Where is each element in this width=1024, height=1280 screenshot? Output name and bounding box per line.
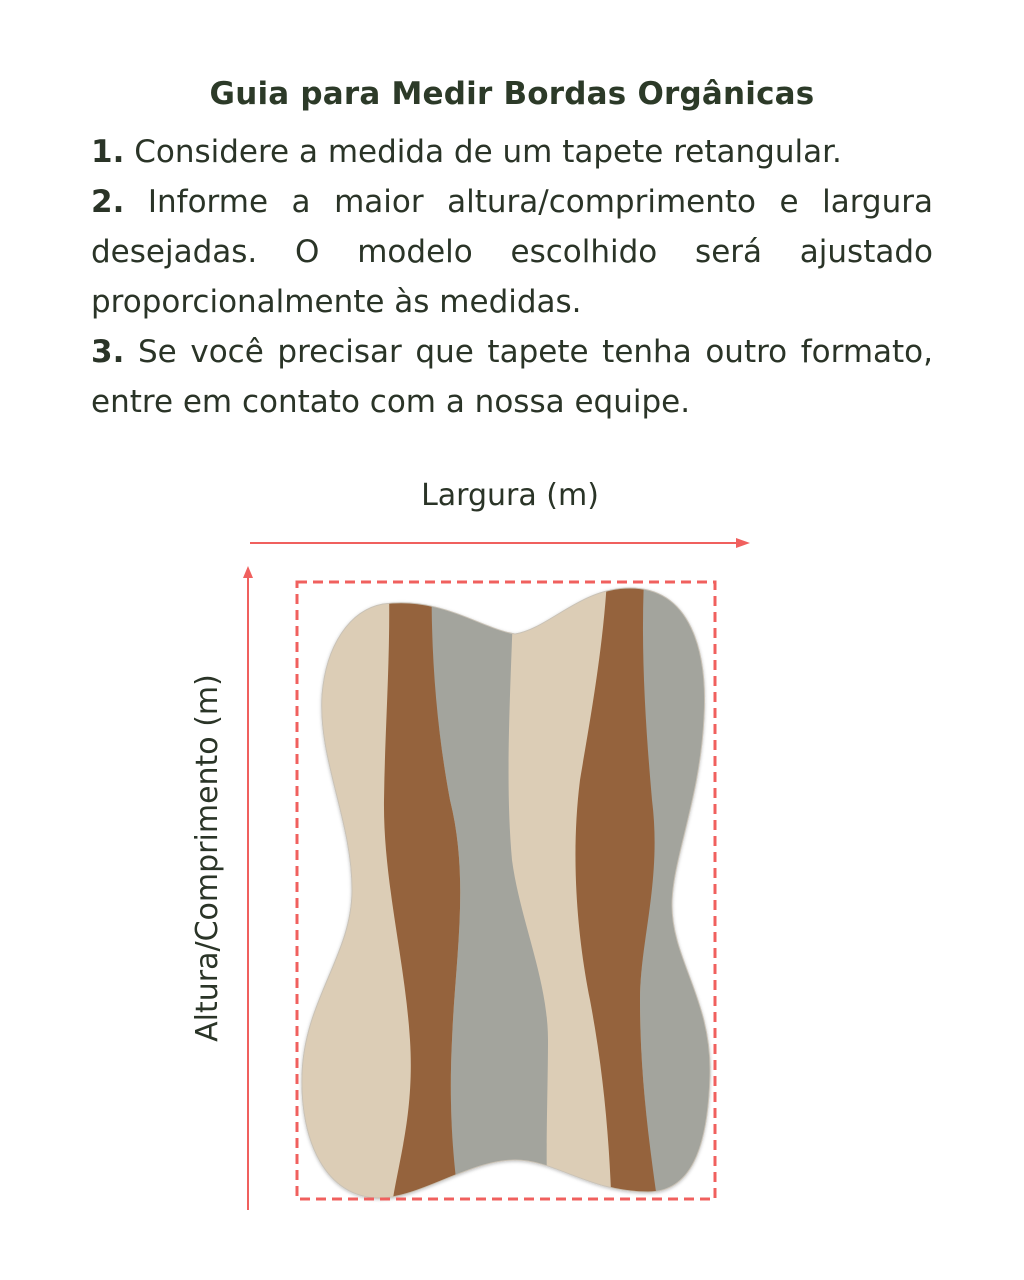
height-label: Altura/Comprimento (m) <box>190 674 225 1042</box>
width-label: Largura (m) <box>421 478 599 513</box>
width-arrow-head <box>736 538 750 548</box>
organic-rug <box>290 560 730 1220</box>
step-number: 2. <box>91 184 125 220</box>
height-arrow-head <box>243 566 253 578</box>
step-number: 1. <box>91 134 125 170</box>
width-arrow <box>250 538 750 548</box>
height-arrow <box>243 566 253 1210</box>
page-title: Guia para Medir Bordas Orgânicas <box>209 75 815 112</box>
step-text: Informe a maior altura/comprimento e largura desejadas. O modelo escolhido será ajustado proporcionalmente às medidas. <box>91 184 933 320</box>
step-text: Considere a medida de um tapete retangular. <box>124 134 842 170</box>
step-number: 3. <box>91 334 125 370</box>
step-text: Se você precisar que tapete tenha outro formato, entre em contato com a nossa equipe. <box>91 334 933 420</box>
